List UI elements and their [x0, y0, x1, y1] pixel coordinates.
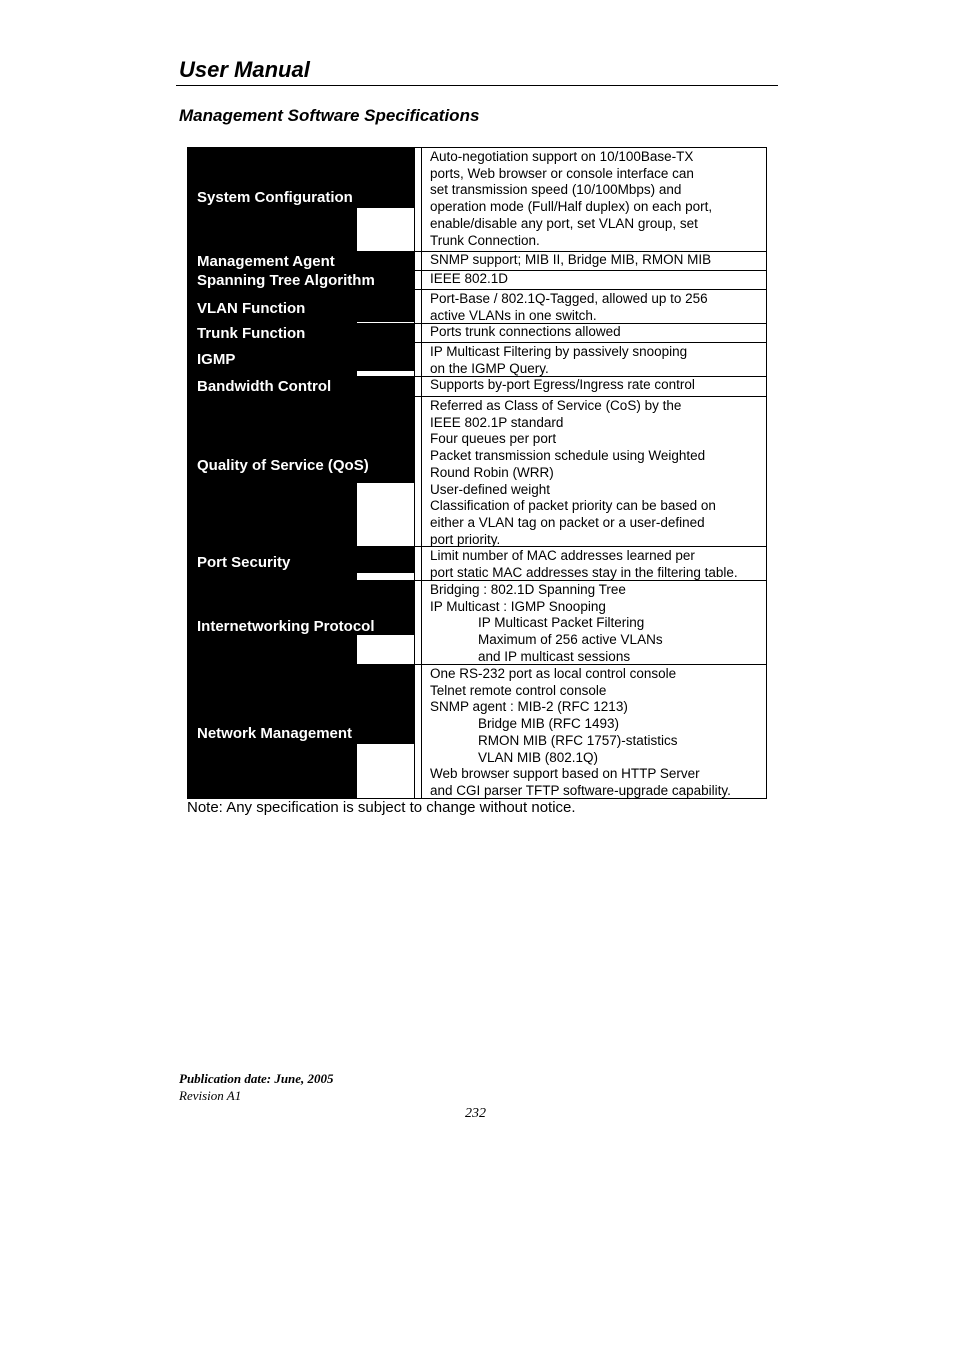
spec-label: Management Agent — [197, 253, 335, 270]
spec-label: Bandwidth Control — [197, 378, 332, 395]
spec-description-line: and IP multicast sessions — [478, 648, 631, 664]
spec-description-line: Port-Base / 802.1Q-Tagged, allowed up to 256 — [430, 291, 708, 306]
spec-description-line: Round Robin (WRR) — [430, 464, 554, 480]
spec-row — [188, 342, 766, 376]
spec-row — [188, 546, 766, 580]
spec-description — [430, 666, 762, 800]
spec-label-cell — [188, 665, 414, 798]
spec-label: Trunk Function — [197, 325, 306, 342]
spec-description-line: ports, Web browser or console interface can — [430, 165, 694, 181]
spec-description — [430, 344, 762, 377]
spec-description — [430, 324, 762, 341]
label-gap-block — [357, 635, 414, 664]
spec-label: Quality of Service (QoS) — [197, 457, 369, 474]
column-divider — [414, 324, 422, 342]
column-divider — [414, 547, 422, 580]
spec-label-cell — [188, 271, 414, 289]
spec-label-cell — [188, 377, 414, 396]
spec-description — [430, 252, 762, 269]
spec-description — [430, 291, 762, 324]
spec-label: System Configuration — [197, 189, 353, 206]
column-divider — [414, 290, 422, 323]
spec-row — [188, 664, 766, 798]
label-gap-block — [357, 483, 414, 546]
spec-description-line: on the IGMP Query. — [430, 360, 549, 376]
note-text: Note: Any specification is subject to change without notice. — [187, 799, 576, 816]
column-divider — [414, 377, 422, 396]
specifications-table — [187, 147, 767, 799]
column-divider — [414, 148, 422, 251]
spec-label: IGMP — [197, 351, 236, 368]
label-gap-block — [357, 744, 414, 798]
column-divider — [414, 252, 422, 270]
spec-row — [188, 376, 766, 396]
spec-description-line: IEEE 802.1D — [430, 271, 509, 286]
section-title: Management Software Specifications — [179, 106, 480, 125]
spec-row — [188, 396, 766, 546]
spec-description-line: Four queues per port — [430, 431, 557, 447]
spec-description-line: SNMP support; MIB II, Bridge MIB, RMON MIB — [430, 252, 712, 267]
spec-description-line: Packet transmission schedule using Weighted — [430, 448, 706, 464]
spec-description-line: port static MAC addresses stay in the filtering table. — [430, 564, 738, 580]
spec-label: Port Security — [197, 554, 291, 571]
page-number: 232 — [465, 1106, 486, 1121]
column-divider — [414, 581, 422, 664]
spec-description-line: either a VLAN tag on packet or a user-defined — [430, 514, 705, 530]
spec-label-cell — [188, 343, 414, 376]
spec-description-line: One RS-232 port as local control console — [430, 666, 677, 681]
spec-description-line: Maximum of 256 active VLANs — [478, 632, 663, 648]
spec-label-cell — [188, 290, 414, 323]
header-rule — [176, 85, 778, 86]
spec-description — [430, 582, 762, 666]
spec-label: Network Management — [197, 725, 353, 742]
label-gap-block — [357, 573, 414, 580]
spec-description-line: Classification of packet priority can be based on — [430, 498, 716, 514]
column-divider — [414, 397, 422, 546]
spec-description — [430, 377, 762, 394]
spec-description-line: Telnet remote control console — [430, 682, 607, 698]
spec-description-line: enable/disable any port, set VLAN group, set — [430, 215, 698, 231]
spec-description-line: Supports by-port Egress/Ingress rate control — [430, 377, 695, 392]
spec-row — [188, 323, 766, 342]
spec-description-line: Bridging : 802.1D Spanning Tree — [430, 582, 626, 597]
spec-label-cell — [188, 547, 414, 580]
spec-description-line: Web browser support based on HTTP Server — [430, 766, 700, 782]
spec-row — [188, 580, 766, 664]
spec-label: Internetworking Protocol — [197, 618, 375, 635]
spec-description-line: VLAN MIB (802.1Q) — [478, 749, 599, 765]
spec-description-line: IP Multicast Filtering by passively snooping — [430, 344, 688, 359]
column-divider — [414, 271, 422, 289]
spec-description-line: Bridge MIB (RFC 1493) — [478, 716, 620, 732]
column-divider — [414, 665, 422, 798]
spec-label: Spanning Tree Algorithm — [197, 272, 375, 289]
spec-description-line: Referred as Class of Service (CoS) by the — [430, 398, 682, 413]
spec-description-line: RMON MIB (RFC 1757)-statistics — [478, 732, 678, 748]
spec-description-line: set transmission speed (10/100Mbps) and — [430, 182, 682, 198]
column-divider — [414, 343, 422, 376]
spec-description-line: Auto-negotiation support on 10/100Base-TX — [430, 149, 694, 164]
spec-label-cell — [188, 324, 414, 342]
spec-description — [430, 149, 762, 249]
spec-description-line: IP Multicast : IGMP Snooping — [430, 598, 606, 614]
spec-description-line: IP Multicast Packet Filtering — [478, 615, 645, 631]
spec-description-line: operation mode (Full/Half duplex) on each port, — [430, 199, 713, 215]
spec-label-cell — [188, 252, 414, 270]
spec-description-line: IEEE 802.1P standard — [430, 414, 564, 430]
spec-row — [188, 289, 766, 323]
spec-description — [430, 548, 762, 581]
spec-description — [430, 271, 762, 288]
spec-description — [430, 398, 762, 548]
page-header-title: User Manual — [179, 57, 310, 82]
spec-description-line: Trunk Connection. — [430, 232, 540, 248]
publication-date: Publication date: June, 2005 — [179, 1071, 334, 1086]
spec-label-cell — [188, 581, 414, 664]
spec-description-line: Limit number of MAC addresses learned per — [430, 548, 695, 563]
spec-row — [188, 148, 766, 251]
spec-label: VLAN Function — [197, 300, 306, 317]
spec-description-line: SNMP agent : MIB-2 (RFC 1213) — [430, 699, 628, 715]
spec-label-cell — [188, 148, 414, 251]
spec-description-line: and CGI parser TFTP software-upgrade capability. — [430, 782, 731, 798]
spec-label-cell — [188, 397, 414, 546]
spec-description-line: active VLANs in one switch. — [430, 307, 597, 323]
spec-row — [188, 251, 766, 270]
spec-description-line: port priority. — [430, 531, 501, 547]
revision-text: Revision A1 — [179, 1088, 242, 1103]
spec-description-line: User-defined weight — [430, 481, 551, 497]
spec-description-line: Ports trunk connections allowed — [430, 324, 621, 339]
label-gap-block — [357, 208, 414, 251]
spec-row — [188, 270, 766, 289]
